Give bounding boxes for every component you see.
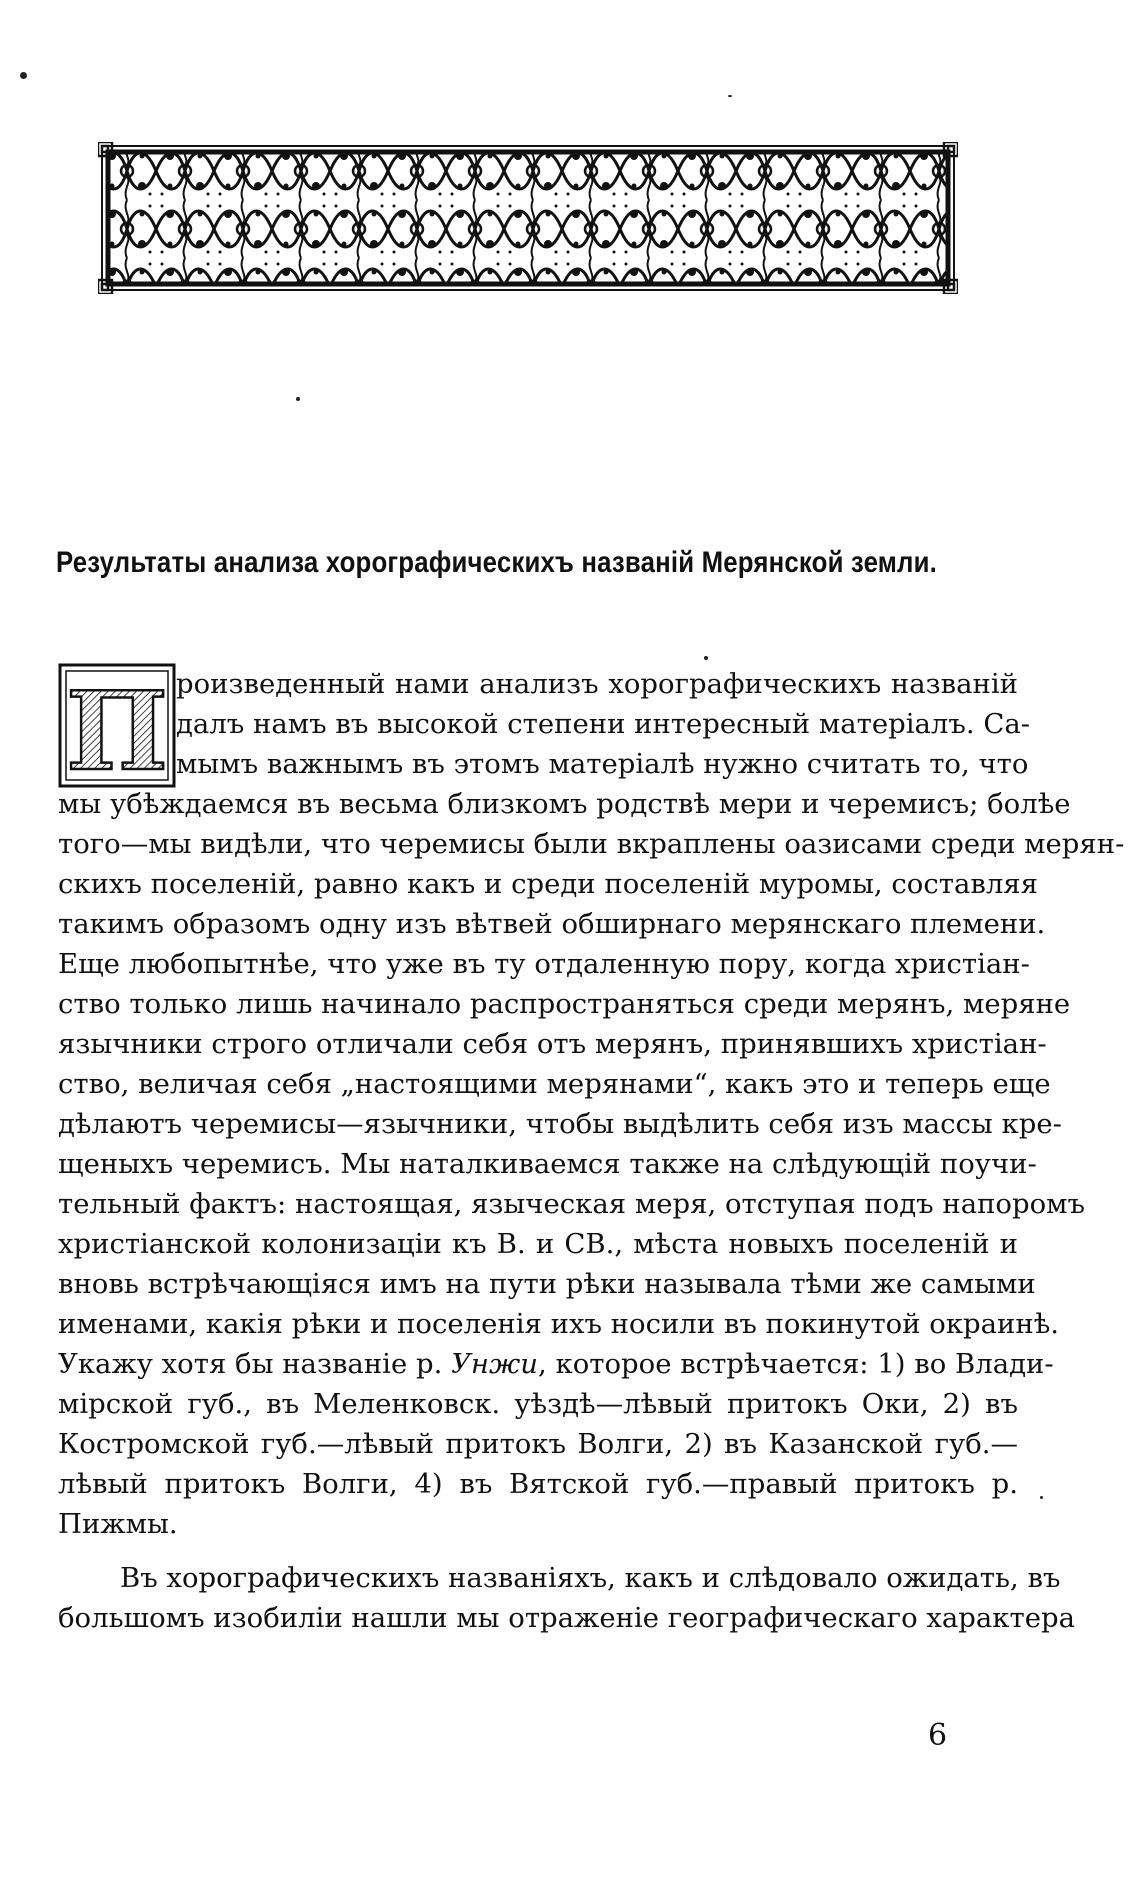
- text-line: ство, величая себя „настоящими мерянами“, какъ это и теперь еще: [58, 1068, 1051, 1100]
- scan-speck: [296, 397, 300, 401]
- text-line: мы убѣждаемся въ весьма близкомъ родствѣ мери и черемисъ; болѣе: [58, 788, 1071, 820]
- drop-cap-glyph: П: [66, 669, 168, 788]
- text-line: Въ хорографическихъ названіяхъ, какъ и слѣдовало ожидать, въ: [120, 1562, 1061, 1594]
- text-line: тельный фактъ: настоящая, языческая меря, отступая подъ напоромъ: [58, 1188, 1086, 1220]
- text-line: ство только лишь начинало распространяться среди мерянъ, меряне: [58, 988, 1071, 1020]
- scan-speck: [728, 95, 732, 97]
- text-line: мірской губ., въ Меленковск. уѣздѣ—лѣвый притокъ Оки, 2) въ: [58, 1388, 1018, 1420]
- text-line: Пижмы.: [58, 1508, 178, 1540]
- scan-speck: [1040, 1496, 1043, 1499]
- scan-speck: [704, 656, 708, 660]
- text-line: именами, какія рѣки и поселенія ихъ носили въ покинутой окраинѣ.: [58, 1308, 1060, 1340]
- text-line: мымъ важнымъ въ этомъ матеріалѣ нужно считать то, что: [176, 748, 1029, 780]
- text-line: язычники строго отличали себя отъ мерянъ, принявшихъ христіан-: [58, 1028, 1047, 1060]
- chapter-heading: Результаты анализа хорографическихъ названій Мерянской земли.: [56, 546, 937, 579]
- text-line: далъ намъ въ высокой степени интересный матеріалъ. Са-: [176, 708, 1031, 740]
- text-line: скихъ поселеній, равно какъ и среди поселеній муромы, составляя: [58, 868, 1038, 900]
- text-line: Костромской губ.—лѣвый притокъ Волги, 2) въ Казанской губ.—: [58, 1428, 1018, 1460]
- river-name-italic: Унжи: [451, 1348, 539, 1380]
- drop-cap-letter: [58, 663, 176, 788]
- text-line: дѣлаютъ черемисы—язычники, чтобы выдѣлить себя изъ массы кре-: [58, 1108, 1062, 1140]
- text-segment: Укажу хотя бы названіе р.: [58, 1348, 452, 1380]
- text-line: Еще любопытнѣе, что уже въ ту отдаленную пору, когда христіан-: [58, 948, 1030, 980]
- text-segment: , которое встрѣчается: 1) во Влади-: [538, 1348, 1054, 1380]
- ornamental-headpiece: [98, 142, 958, 294]
- text-line: христіанской колонизаціи къ В. и СВ., мѣста новыхъ поселеній и: [58, 1228, 1018, 1260]
- scan-speck: [20, 72, 27, 79]
- text-line: лѣвый притокъ Волги, 4) въ Вятской губ.—правый притокъ р.: [58, 1468, 1018, 1500]
- page-number: 6: [928, 1718, 948, 1753]
- text-line: щеныхъ черемисъ. Мы наталкиваемся также на слѣдующій поучи-: [58, 1148, 1037, 1180]
- text-line-unzha: [58, 1344, 1054, 1384]
- text-line: большомъ изобиліи нашли мы отраженіе географическаго характера: [58, 1602, 1075, 1634]
- text-line: вновь встрѣчающіяся имъ на пути рѣки называла тѣми же самыми: [58, 1268, 1036, 1300]
- text-line: роизведенный нами анализъ хорографическихъ названій: [176, 668, 1018, 700]
- text-line: такимъ образомъ одну изъ вѣтвей обширнаго мерянскаго племени.: [58, 908, 1046, 940]
- text-line: того—мы видѣли, что черемисы были вкраплены оазисами среди мерян-: [58, 828, 1125, 860]
